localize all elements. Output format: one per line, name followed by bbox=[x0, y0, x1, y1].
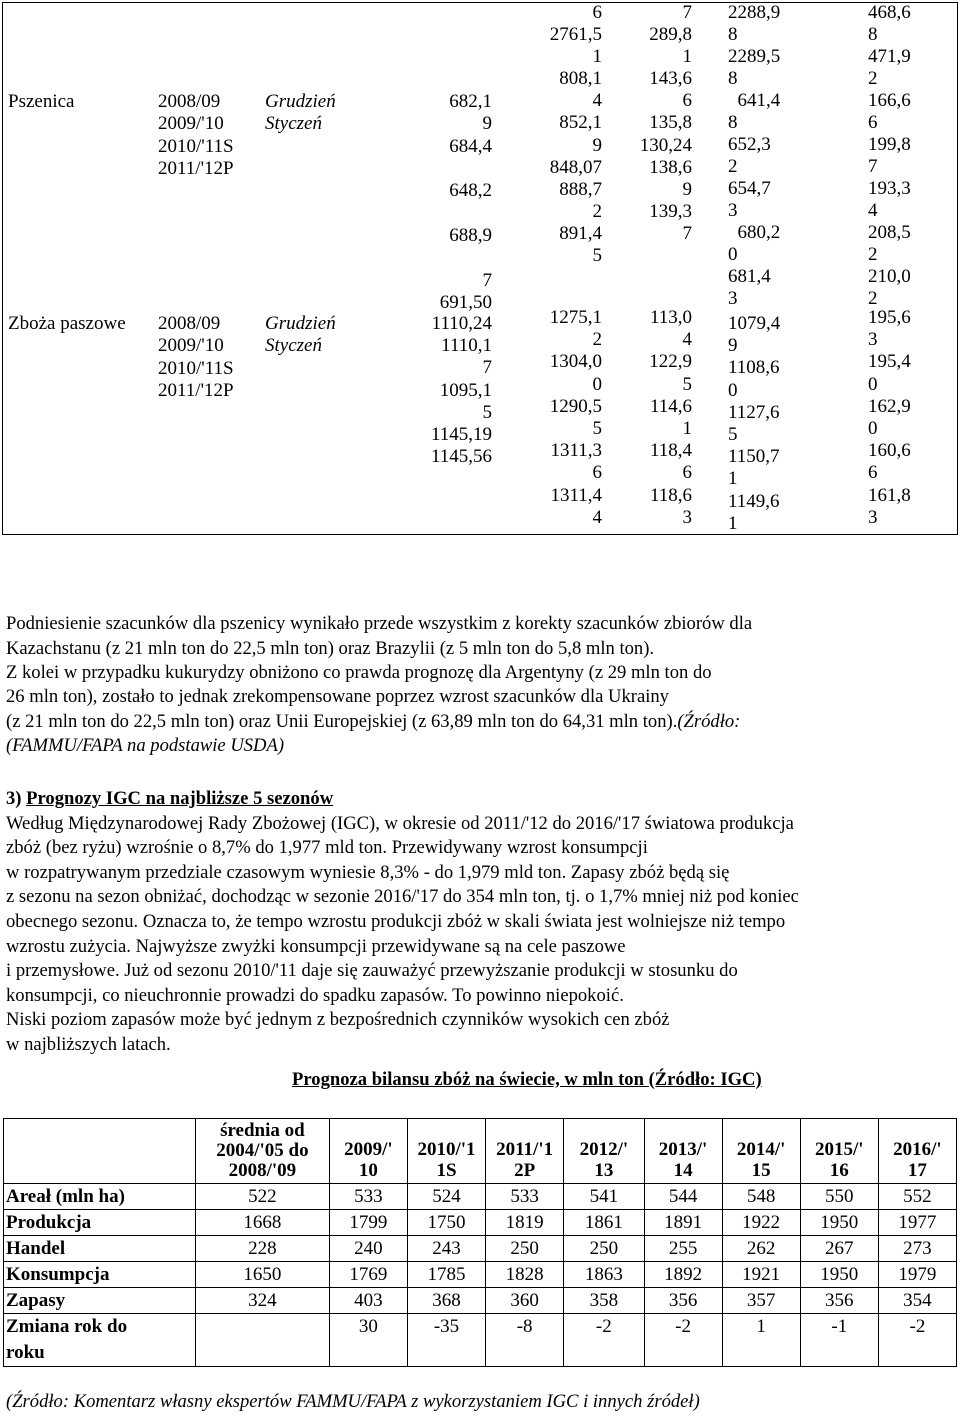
table-cell: -1 bbox=[800, 1314, 878, 1367]
table-cell: 1863 bbox=[564, 1262, 644, 1288]
table-cell: 250 bbox=[486, 1236, 564, 1262]
table-row bbox=[4, 1236, 957, 1262]
header-cell: 2013/' 14 bbox=[644, 1119, 722, 1184]
table-cell: 360 bbox=[486, 1288, 564, 1314]
table-cell: 1950 bbox=[800, 1210, 878, 1236]
table-cell: 243 bbox=[407, 1236, 485, 1262]
table-cell: 354 bbox=[878, 1288, 956, 1314]
text-line: zbóż (bez ryżu) wzrośnie o 8,7% do 1,977 mld ton. Przewidywany wzrost konsumpcji bbox=[6, 837, 648, 858]
header-cell: 2016/' 17 bbox=[878, 1119, 956, 1184]
text-line: obecnego sezonu. Oznacza to, że tempo wzrostu produkcji zbóż w skali świata jest wolniejsze niż tempo bbox=[6, 911, 786, 932]
table-cell: 1769 bbox=[329, 1262, 407, 1288]
header-cell: 2009/' 10 bbox=[329, 1119, 407, 1184]
balance-table-title: Prognoza bilansu zbóż na świecie, w mln ton (Źródło: IGC) bbox=[292, 1069, 762, 1090]
table-cell: 552 bbox=[878, 1184, 956, 1210]
row-months-pszenica: Grudzień Styczeń bbox=[265, 91, 336, 135]
table-cell: 524 bbox=[407, 1184, 485, 1210]
table-cell: 356 bbox=[644, 1288, 722, 1314]
text-line: 26 mln ton), zostało to jednak zrekompensowane poprzez wzrost szacunków dla Ukrainy bbox=[6, 686, 669, 707]
table-row bbox=[4, 1184, 957, 1210]
section-heading: 3) Prognozy IGC na najbliższe 5 sezonów bbox=[6, 788, 334, 809]
text-line: Z kolei w przypadku kukurydzy obniżono co prawda prognozę dla Argentyny (z 29 mln ton do bbox=[6, 662, 712, 683]
row-seasons-pszenica: 2008/09 2009/'10 2010/'11S 2011/'12P bbox=[158, 91, 234, 180]
table-cell: 240 bbox=[329, 1236, 407, 1262]
table-cell: 533 bbox=[329, 1184, 407, 1210]
header-cell: 2011/'1 2P bbox=[486, 1119, 564, 1184]
header-cell: średnia od 2004/'05 do 2008/'09 bbox=[195, 1119, 329, 1184]
row-label: Zapasy bbox=[4, 1288, 196, 1314]
row-label: Konsumpcja bbox=[4, 1262, 196, 1288]
table-cell: 1750 bbox=[407, 1210, 485, 1236]
table-cell: 1828 bbox=[486, 1262, 564, 1288]
table-cell: 544 bbox=[644, 1184, 722, 1210]
table-cell: 533 bbox=[486, 1184, 564, 1210]
table-cell: 1 bbox=[722, 1314, 800, 1367]
table-cell: 1950 bbox=[800, 1262, 878, 1288]
row-col1-pszenica: 682,1 9 684,4 648,2 688,9 7 691,50 bbox=[439, 90, 492, 314]
table-cell: 1799 bbox=[329, 1210, 407, 1236]
row-col4-zboza-paszowe: 1079,4 9 1108,6 0 1127,6 5 1150,7 1 1149,6 1 bbox=[728, 313, 781, 534]
row-col5-zboza-paszowe: 195,6 3 195,4 0 162,9 0 160,6 6 161,8 3 bbox=[868, 307, 911, 528]
table-cell: 1921 bbox=[722, 1262, 800, 1288]
table-cell: 403 bbox=[329, 1288, 407, 1314]
text-line: konsumpcji, co nieuchronnie prowadzi do spadku zapasów. To powinno niepokoić. bbox=[6, 985, 624, 1006]
text-line: wzrostu zużycia. Najwyższe zwyżki konsumpcji przewidywane są na cele paszowe bbox=[6, 936, 626, 957]
section-title: Prognozy IGC na najbliższe 5 sezonów bbox=[26, 788, 334, 809]
row-col1-zboza-paszowe: 1110,24 1110,1 7 1095,1 5 1145,19 1145,56 bbox=[430, 313, 492, 468]
table-cell: 262 bbox=[722, 1236, 800, 1262]
text-line: Według Międzynarodowej Rady Zbożowej (IGC), w okresie od 2011/'12 do 2016/'17 światowa produkcja bbox=[6, 813, 794, 834]
row-col2-pszenica: 6 2761,5 1 808,1 4 852,1 9 848,07 888,7 2 891,4 5 bbox=[549, 2, 602, 267]
row-months-zboza-paszowe: Grudzień Styczeń bbox=[265, 313, 336, 357]
row-label: Produkcja bbox=[4, 1210, 196, 1236]
header-cell: 2010/'1 1S bbox=[407, 1119, 485, 1184]
balance-table bbox=[3, 1118, 957, 1367]
table-cell: 522 bbox=[195, 1184, 329, 1210]
header-row bbox=[4, 1119, 957, 1184]
table-cell: 1977 bbox=[878, 1210, 956, 1236]
header-cell: 2015/' 16 bbox=[800, 1119, 878, 1184]
row-col3-pszenica: 7 289,8 1 143,6 6 135,8 130,24 138,6 9 139,3 7 bbox=[639, 2, 692, 244]
row-label-zboza-paszowe: Zboża paszowe bbox=[8, 313, 126, 334]
table-cell: -2 bbox=[878, 1314, 956, 1367]
table-cell: 1819 bbox=[486, 1210, 564, 1236]
text-line: z sezonu na sezon obniżać, dochodząc w sezonie 2016/'17 do 354 mln ton, tj. o 1,7% mniej niż pod koniec bbox=[6, 886, 799, 907]
table-cell: -8 bbox=[486, 1314, 564, 1367]
table-cell: 1668 bbox=[195, 1210, 329, 1236]
row-col3-zboza-paszowe: 113,0 4 122,9 5 114,6 1 118,4 6 118,6 3 bbox=[649, 307, 692, 528]
table-cell: 548 bbox=[722, 1184, 800, 1210]
table-cell: -2 bbox=[564, 1314, 644, 1367]
table-cell bbox=[195, 1314, 329, 1367]
table-row bbox=[4, 1314, 957, 1367]
source-tail: (Źródło: bbox=[677, 711, 741, 732]
row-seasons-zboza-paszowe: 2008/09 2009/'10 2010/'11S 2011/'12P bbox=[158, 313, 234, 402]
text-line: Kazachstanu (z 21 mln ton do 22,5 mln ton) oraz Brazylii (z 5 mln ton do 5,8 mln ton). bbox=[6, 638, 655, 659]
table-cell: 250 bbox=[564, 1236, 644, 1262]
table-row bbox=[4, 1262, 957, 1288]
header-cell: 2014/' 15 bbox=[722, 1119, 800, 1184]
text-line: w najbliższych latach. bbox=[6, 1034, 171, 1055]
table-cell: 1650 bbox=[195, 1262, 329, 1288]
table-row bbox=[4, 1210, 957, 1236]
row-label: Handel bbox=[4, 1236, 196, 1262]
table-cell: 324 bbox=[195, 1288, 329, 1314]
table-cell: 541 bbox=[564, 1184, 644, 1210]
text-line: w rozpatrywanym przedziale czasowym wyniesie 8,3% - do 1,979 mld ton. Zapasy zbóż będą się bbox=[6, 862, 730, 883]
text-line: Niski poziom zapasów może być jednym z bezpośrednich czynników wysokich cen zbóż bbox=[6, 1009, 670, 1030]
table-cell: 1922 bbox=[722, 1210, 800, 1236]
table-cell: 550 bbox=[800, 1184, 878, 1210]
text-line: (z 21 mln ton do 22,5 mln ton) oraz Unii Europejskiej (z 63,89 mln ton do 64,31 mln ton).(Źródło: bbox=[6, 711, 741, 732]
table-cell: 273 bbox=[878, 1236, 956, 1262]
table-cell: 1861 bbox=[564, 1210, 644, 1236]
table-cell: 1891 bbox=[644, 1210, 722, 1236]
table-cell: 1892 bbox=[644, 1262, 722, 1288]
text-line: Podniesienie szacunków dla pszenicy wynikało przede wszystkim z korekty szacunków zbiorów dla bbox=[6, 613, 753, 634]
table-cell: -35 bbox=[407, 1314, 485, 1367]
table-cell: 267 bbox=[800, 1236, 878, 1262]
row-label: Areał (mln ha) bbox=[4, 1184, 196, 1210]
footer-source: (Źródło: Komentarz własny ekspertów FAMMU/FAPA z wykorzystaniem IGC i innych źródeł) bbox=[6, 1391, 700, 1412]
row-col2-zboza-paszowe: 1275,1 2 1304,0 0 1290,5 5 1311,3 6 1311,4 4 bbox=[549, 307, 602, 528]
table-cell: 356 bbox=[800, 1288, 878, 1314]
table-cell: 255 bbox=[644, 1236, 722, 1262]
table-cell: 228 bbox=[195, 1236, 329, 1262]
row-label-pszenica: Pszenica bbox=[8, 91, 75, 112]
table-cell: 358 bbox=[564, 1288, 644, 1314]
table-cell: -2 bbox=[644, 1314, 722, 1367]
table-cell: 1979 bbox=[878, 1262, 956, 1288]
table-cell: 1785 bbox=[407, 1262, 485, 1288]
table-row bbox=[4, 1288, 957, 1314]
row-label: Zmiana rok do roku bbox=[4, 1314, 196, 1367]
header-cell: 2012/' 13 bbox=[564, 1119, 644, 1184]
table-cell: 357 bbox=[722, 1288, 800, 1314]
row-col5-pszenica: 468,6 8 471,9 2 166,6 6 199,8 7 193,3 4 208,5 2 210,0 2 bbox=[868, 2, 911, 309]
table-cell: 30 bbox=[329, 1314, 407, 1367]
header-cell bbox=[4, 1119, 196, 1184]
row-col4-pszenica: 2288,9 8 2289,5 8 641,4 8 652,3 2 654,7 3 680,2 0 681,4 3 bbox=[728, 2, 781, 309]
table-cell: 368 bbox=[407, 1288, 485, 1314]
source-line: (FAMMU/FAPA na podstawie USDA) bbox=[6, 735, 285, 756]
text-line: i przemysłowe. Już od sezonu 2010/'11 daje się zauważyć przewyższanie produkcji w stosunku do bbox=[6, 960, 738, 981]
